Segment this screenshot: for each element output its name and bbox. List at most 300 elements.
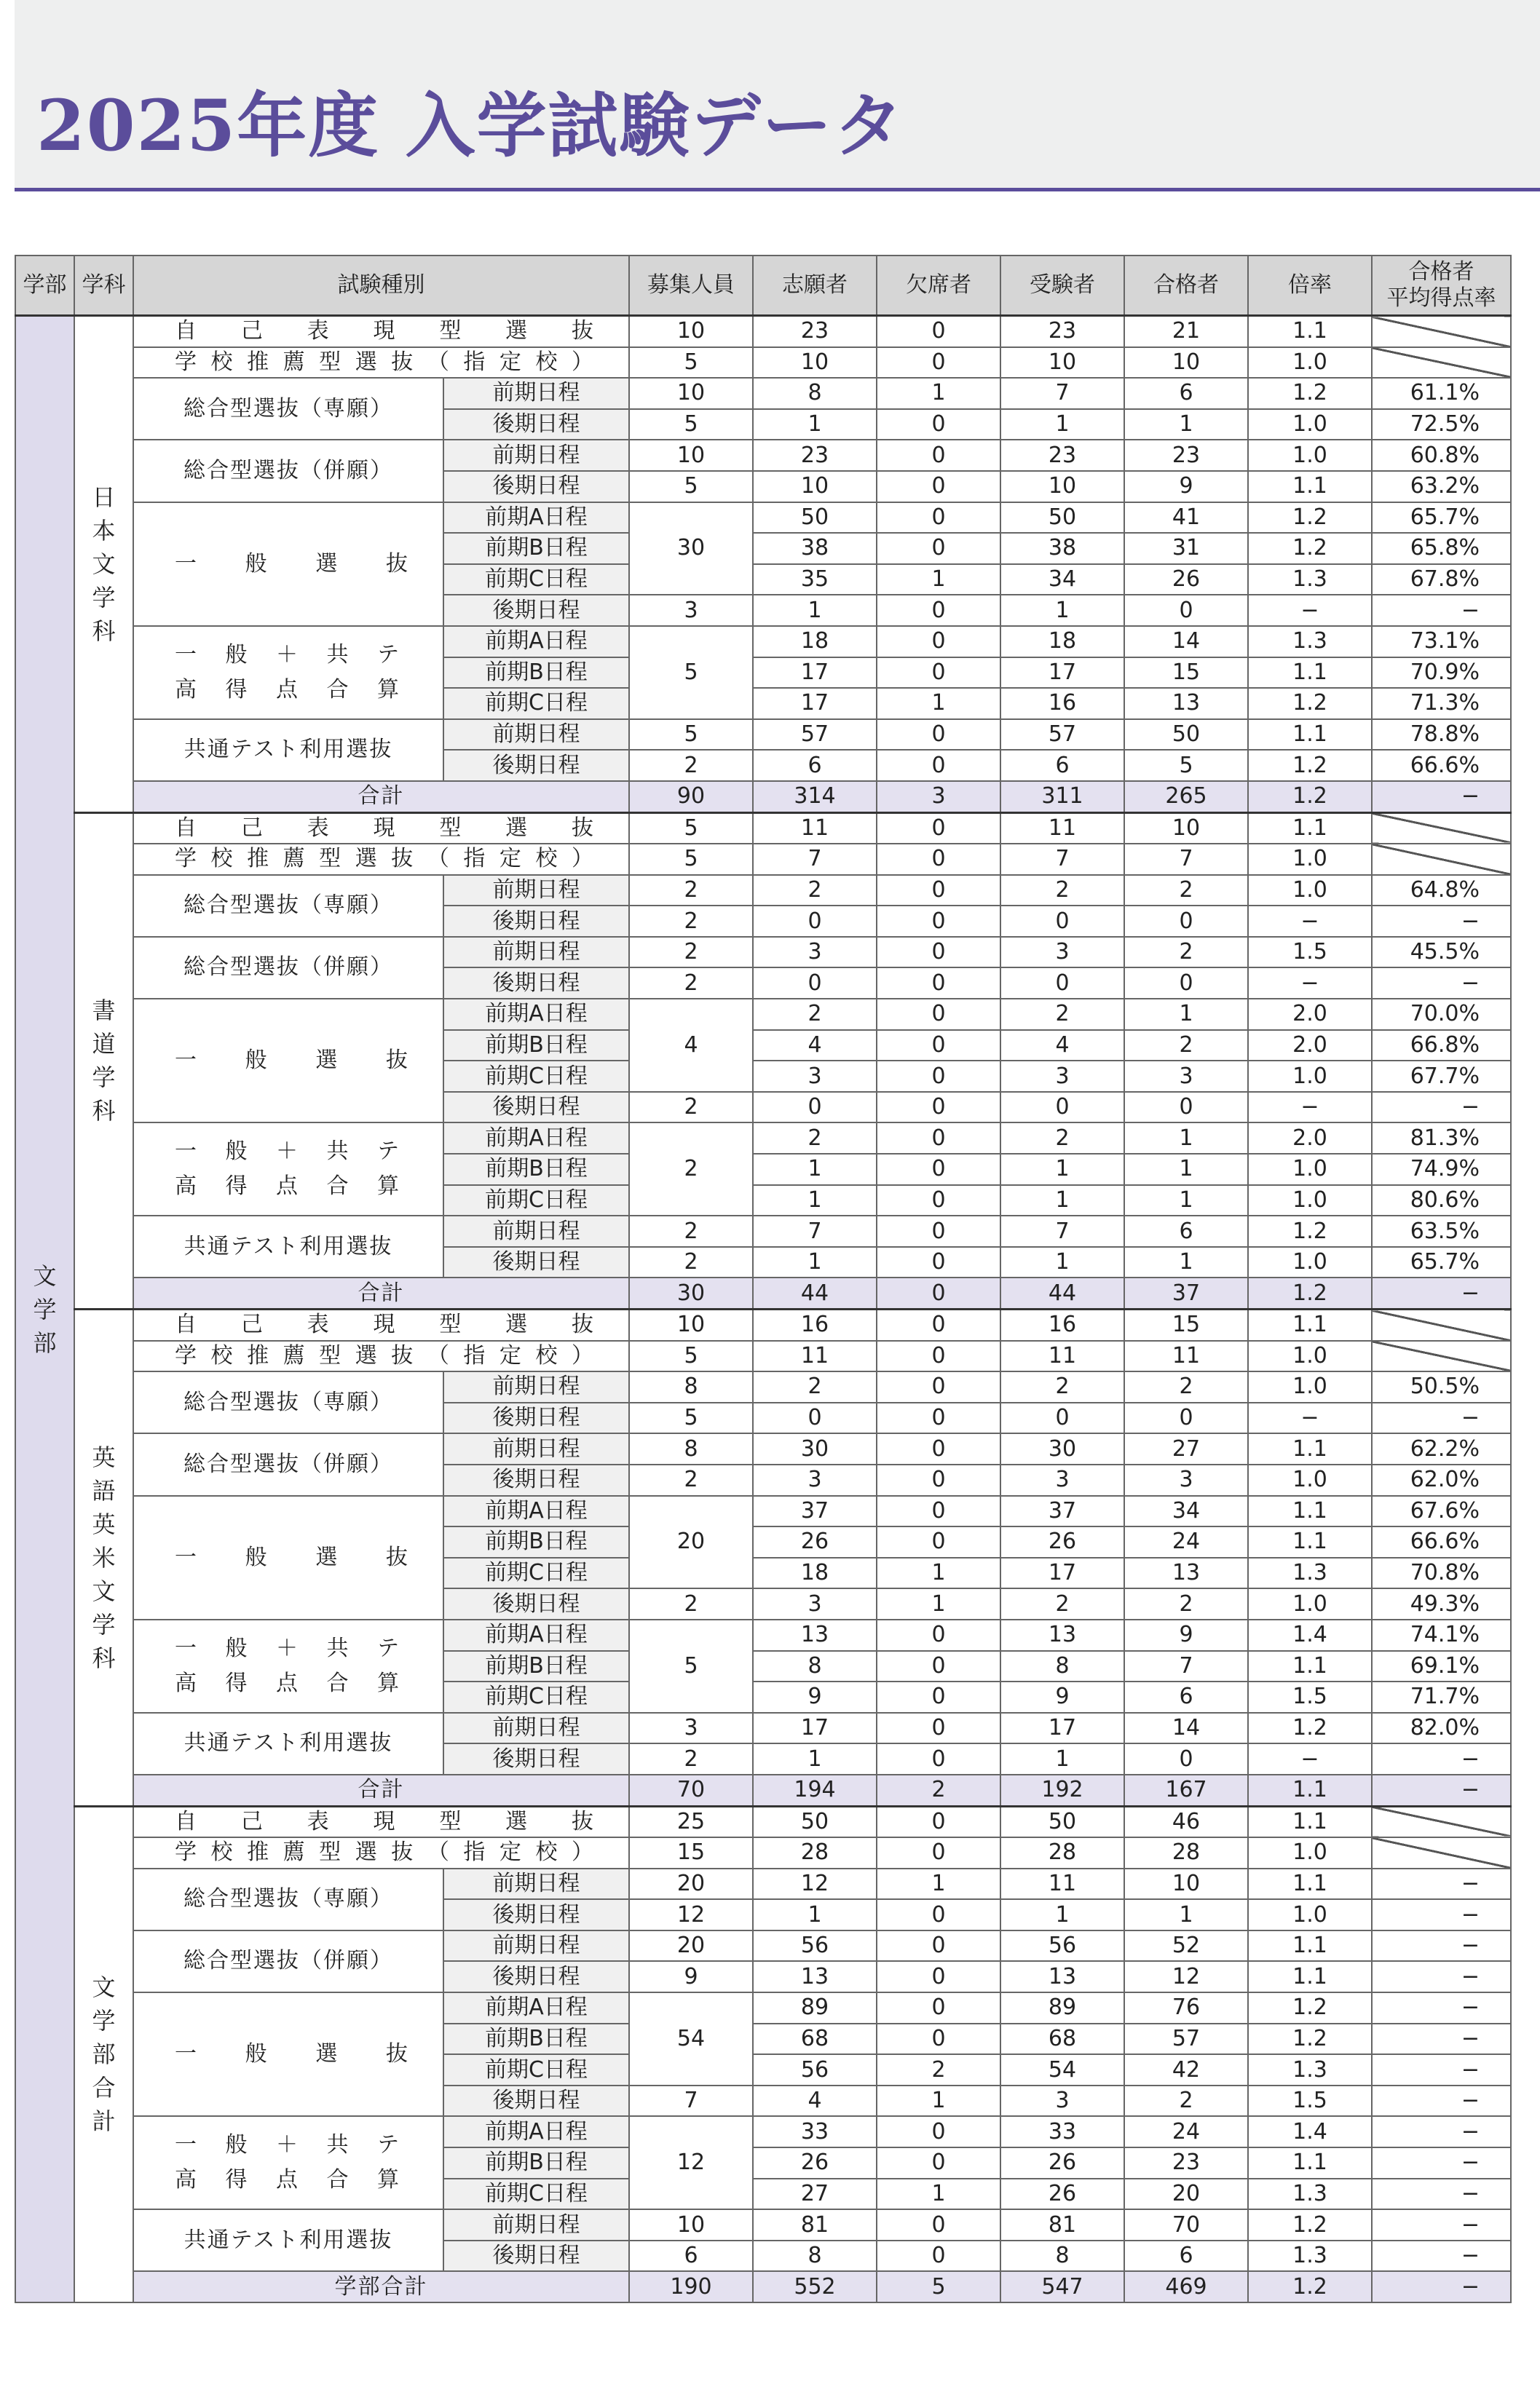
department-cell <box>74 1806 133 2302</box>
value-cell: 2 <box>629 1465 753 1496</box>
value-cell: 1 <box>1124 999 1248 1030</box>
table-row <box>15 2271 1511 2302</box>
table-row <box>15 999 1511 1030</box>
value-cell: 2 <box>1124 2086 1248 2117</box>
avg-score-cell: 78.8% <box>1372 719 1511 750</box>
value-cell: 1 <box>753 1154 877 1185</box>
capacity-cell: 20 <box>629 1496 753 1589</box>
value-cell: 56 <box>753 2054 877 2086</box>
capacity-cell: 5 <box>629 1620 753 1713</box>
value-cell: 11 <box>1124 1341 1248 1372</box>
avg-score-cell: − <box>1372 1775 1511 1806</box>
value-cell: 81 <box>753 2209 877 2241</box>
avg-score-cell: 64.8% <box>1372 875 1511 906</box>
avg-score-cell: 66.6% <box>1372 750 1511 781</box>
value-cell: 26 <box>753 1526 877 1558</box>
schedule-label: 後期日程 <box>443 595 629 626</box>
schedule-label: 前期B日程 <box>443 533 629 564</box>
header-department: 学科 <box>74 256 133 316</box>
value-cell: 1.2 <box>1248 2209 1372 2241</box>
value-cell: 0 <box>1000 1092 1124 1123</box>
value-cell: 34 <box>1000 564 1124 595</box>
value-cell: 13 <box>1000 1961 1124 1992</box>
value-cell: 13 <box>753 1620 877 1651</box>
schedule-label: 後期日程 <box>443 1247 629 1278</box>
avg-score-cell: − <box>1372 2179 1511 2210</box>
department-cell <box>74 316 133 813</box>
value-cell: 2 <box>753 1371 877 1403</box>
value-cell: 0 <box>877 967 1000 999</box>
exam-type-line: 一般＋共テ <box>175 2132 399 2158</box>
value-cell: 265 <box>1124 781 1248 812</box>
value-cell: 1.3 <box>1248 564 1372 595</box>
avg-score-cell: 62.2% <box>1372 1433 1511 1465</box>
value-cell: 0 <box>877 2024 1000 2055</box>
value-cell: 24 <box>1124 1526 1248 1558</box>
exam-type-label: 総合型選抜（併願） <box>133 440 443 502</box>
exam-type-label: 総合型選抜（併願） <box>133 937 443 999</box>
avg-score-cell: − <box>1372 1743 1511 1775</box>
value-cell: 5 <box>629 1403 753 1434</box>
exam-type-line: 高得点合算 <box>175 1173 399 1200</box>
schedule-label: 後期日程 <box>443 1403 629 1434</box>
exam-type-line: 一般＋共テ <box>175 1138 399 1165</box>
value-cell: 7 <box>1000 378 1124 409</box>
value-cell: 0 <box>877 1030 1000 1061</box>
schedule-label: 後期日程 <box>443 2241 629 2272</box>
exam-type-label: 総合型選抜（専願） <box>133 1371 443 1433</box>
value-cell: 0 <box>877 1651 1000 1682</box>
exam-type-label: 共通テスト利用選抜 <box>133 1216 443 1278</box>
value-cell: 0 <box>877 1899 1000 1930</box>
value-cell: 10 <box>629 2209 753 2241</box>
value-cell: 5 <box>629 409 753 440</box>
table-row <box>15 1713 1511 1744</box>
schedule-label: 前期C日程 <box>443 1185 629 1216</box>
value-cell: 3 <box>877 781 1000 812</box>
value-cell: 1.2 <box>1248 750 1372 781</box>
avg-score-cell: − <box>1372 1278 1511 1309</box>
value-cell: 0 <box>877 1465 1000 1496</box>
value-cell: 1.1 <box>1248 812 1372 844</box>
value-cell: 1 <box>753 1247 877 1278</box>
value-cell: 26 <box>1000 1526 1124 1558</box>
value-cell: 1.4 <box>1248 1620 1372 1651</box>
table-row <box>15 781 1511 812</box>
value-cell: 0 <box>877 1278 1000 1309</box>
value-cell: 1.2 <box>1248 1216 1372 1247</box>
value-cell: 0 <box>877 2116 1000 2147</box>
header-passers: 合格者 <box>1124 256 1248 316</box>
value-cell: 4 <box>753 1030 877 1061</box>
value-cell: 0 <box>877 1620 1000 1651</box>
value-cell: 15 <box>1124 657 1248 689</box>
schedule-label: 前期C日程 <box>443 1061 629 1092</box>
avg-score-cell: 70.0% <box>1372 999 1511 1030</box>
value-cell: 90 <box>629 781 753 812</box>
table-row <box>15 1496 1511 1527</box>
value-cell: 11 <box>753 1341 877 1372</box>
exam-type-label: 総合型選抜（専願） <box>133 378 443 440</box>
value-cell: 1.0 <box>1248 440 1372 471</box>
value-cell: 56 <box>1000 1930 1124 1962</box>
value-cell: 1 <box>753 1899 877 1930</box>
value-cell: 8 <box>629 1433 753 1465</box>
schedule-label: 前期A日程 <box>443 502 629 534</box>
total-label: 学部合計 <box>133 2271 629 2302</box>
value-cell: 44 <box>753 1278 877 1309</box>
not-applicable-cell <box>1372 1341 1511 1372</box>
value-cell: 13 <box>1000 1620 1124 1651</box>
value-cell: 33 <box>1000 2116 1124 2147</box>
value-cell: 0 <box>877 1185 1000 1216</box>
table-row <box>15 812 1511 844</box>
value-cell: 1.2 <box>1248 2024 1372 2055</box>
value-cell: 0 <box>1124 1092 1248 1123</box>
value-cell: 0 <box>877 440 1000 471</box>
value-cell: 17 <box>1000 657 1124 689</box>
schedule-label: 後期日程 <box>443 1465 629 1496</box>
value-cell: 46 <box>1124 1806 1248 1837</box>
value-cell: 0 <box>877 595 1000 626</box>
total-label: 合計 <box>133 1278 629 1309</box>
value-cell: 30 <box>1000 1433 1124 1465</box>
avg-score-cell: 74.9% <box>1372 1154 1511 1185</box>
value-cell: 1.1 <box>1248 2147 1372 2179</box>
value-cell: 0 <box>877 1743 1000 1775</box>
value-cell: 0 <box>877 1154 1000 1185</box>
value-cell: 2 <box>1124 875 1248 906</box>
value-cell: 1 <box>1124 1154 1248 1185</box>
value-cell: 5 <box>629 347 753 379</box>
value-cell: 0 <box>877 1061 1000 1092</box>
avg-score-cell: 81.3% <box>1372 1122 1511 1154</box>
exam-type-label: 学校推薦型選抜（指定校） <box>133 1837 629 1869</box>
value-cell: 2.0 <box>1248 1122 1372 1154</box>
header-ratio: 倍率 <box>1248 256 1372 316</box>
value-cell: 15 <box>629 1837 753 1869</box>
value-cell: 18 <box>753 626 877 657</box>
value-cell: 1.1 <box>1248 1526 1372 1558</box>
value-cell: 1.0 <box>1248 1899 1372 1930</box>
value-cell: 1 <box>877 1558 1000 1589</box>
department-label: 日本文学科 <box>92 483 116 645</box>
value-cell: 0 <box>877 1092 1000 1123</box>
value-cell: 1.2 <box>1248 1992 1372 2024</box>
value-cell: 1.1 <box>1248 1806 1372 1837</box>
exam-type-line: 一般＋共テ <box>175 641 399 668</box>
value-cell: 1 <box>877 1588 1000 1620</box>
value-cell: 81 <box>1000 2209 1124 2241</box>
value-cell: 1 <box>877 378 1000 409</box>
value-cell: 2.0 <box>1248 1030 1372 1061</box>
value-cell: 50 <box>1124 719 1248 750</box>
value-cell: 3 <box>629 595 753 626</box>
table-row <box>15 937 1511 968</box>
value-cell: 20 <box>629 1930 753 1962</box>
value-cell: 0 <box>877 937 1000 968</box>
value-cell: 2 <box>629 875 753 906</box>
avg-score-cell: − <box>1372 967 1511 999</box>
avg-score-cell: 67.7% <box>1372 1061 1511 1092</box>
value-cell: 10 <box>753 471 877 502</box>
value-cell: 2 <box>629 937 753 968</box>
avg-score-cell: 71.3% <box>1372 688 1511 719</box>
table-row <box>15 1620 1511 1651</box>
avg-score-cell: − <box>1372 2054 1511 2086</box>
schedule-label: 後期日程 <box>443 1588 629 1620</box>
page-title: 2025年度 入学試験データ <box>36 84 905 167</box>
value-cell: 16 <box>753 1310 877 1341</box>
faculty-label: 文学部 <box>33 1262 57 1357</box>
schedule-label: 前期C日程 <box>443 1682 629 1713</box>
value-cell: 0 <box>877 657 1000 689</box>
value-cell: 38 <box>1000 533 1124 564</box>
total-label: 合計 <box>133 1775 629 1806</box>
value-cell: 0 <box>877 1216 1000 1247</box>
avg-score-cell: − <box>1372 906 1511 937</box>
value-cell: 0 <box>877 1341 1000 1372</box>
value-cell: 1.2 <box>1248 688 1372 719</box>
value-cell: 1 <box>1000 1185 1124 1216</box>
schedule-label: 前期B日程 <box>443 1526 629 1558</box>
schedule-label: 前期日程 <box>443 937 629 968</box>
value-cell: 30 <box>629 1278 753 1309</box>
value-cell: 1 <box>1124 1185 1248 1216</box>
table-row <box>15 844 1511 875</box>
value-cell: 2 <box>1124 1371 1248 1403</box>
value-cell: 10 <box>1000 471 1124 502</box>
value-cell: 1.0 <box>1248 1588 1372 1620</box>
exam-type-label: 一般選抜 <box>133 502 443 626</box>
table-row <box>15 1278 1511 1309</box>
value-cell: 10 <box>1124 812 1248 844</box>
schedule-label: 前期A日程 <box>443 1496 629 1527</box>
avg-score-cell: 61.1% <box>1372 378 1511 409</box>
value-cell: 2 <box>1124 937 1248 968</box>
value-cell: 35 <box>753 564 877 595</box>
value-cell: 6 <box>1000 750 1124 781</box>
avg-score-cell: − <box>1372 1992 1511 2024</box>
value-cell: 9 <box>1124 1620 1248 1651</box>
value-cell: 14 <box>1124 1713 1248 1744</box>
value-cell: 469 <box>1124 2271 1248 2302</box>
value-cell: 1.1 <box>1248 1930 1372 1962</box>
exam-type-label: 総合型選抜（専願） <box>133 875 443 937</box>
schedule-label: 前期日程 <box>443 1216 629 1247</box>
value-cell: 0 <box>877 1496 1000 1527</box>
value-cell: 0 <box>877 906 1000 937</box>
value-cell: 314 <box>753 781 877 812</box>
value-cell: 2 <box>629 967 753 999</box>
avg-score-cell: 50.5% <box>1372 1371 1511 1403</box>
exam-type-line: 高得点合算 <box>175 1670 399 1696</box>
value-cell: 1.1 <box>1248 1496 1372 1527</box>
avg-score-cell: 73.1% <box>1372 626 1511 657</box>
value-cell: 11 <box>1000 812 1124 844</box>
avg-score-cell: − <box>1372 1961 1511 1992</box>
value-cell: 1.0 <box>1248 1465 1372 1496</box>
value-cell: 8 <box>753 2241 877 2272</box>
value-cell: 4 <box>1000 1030 1124 1061</box>
value-cell: 1.1 <box>1248 316 1372 347</box>
schedule-label: 後期日程 <box>443 967 629 999</box>
value-cell: 0 <box>877 347 1000 379</box>
value-cell: 0 <box>877 2241 1000 2272</box>
value-cell: 2 <box>629 1216 753 1247</box>
value-cell: 1.5 <box>1248 2086 1372 2117</box>
avg-score-cell: 60.8% <box>1372 440 1511 471</box>
value-cell: 0 <box>753 967 877 999</box>
value-cell: 1.5 <box>1248 937 1372 968</box>
value-cell: 0 <box>877 1682 1000 1713</box>
value-cell: 1 <box>753 1185 877 1216</box>
value-cell: 12 <box>629 1899 753 1930</box>
value-cell: 16 <box>1000 688 1124 719</box>
not-applicable-cell <box>1372 1837 1511 1869</box>
schedule-label: 前期C日程 <box>443 688 629 719</box>
avg-score-cell: 69.1% <box>1372 1651 1511 1682</box>
value-cell: 311 <box>1000 781 1124 812</box>
value-cell: 1.2 <box>1248 378 1372 409</box>
schedule-label: 前期B日程 <box>443 1030 629 1061</box>
value-cell: 1.1 <box>1248 1775 1372 1806</box>
department-cell <box>74 1310 133 1807</box>
value-cell: 1 <box>1124 1122 1248 1154</box>
table-row <box>15 1310 1511 1341</box>
value-cell: 1 <box>753 1743 877 1775</box>
value-cell: 26 <box>1124 564 1248 595</box>
value-cell: 7 <box>753 1216 877 1247</box>
value-cell: 1.1 <box>1248 1433 1372 1465</box>
table-row <box>15 2116 1511 2147</box>
exam-type-label: 学校推薦型選抜（指定校） <box>133 1341 629 1372</box>
table-row <box>15 1433 1511 1465</box>
header-avg-score: 合格者 平均得点率 <box>1372 256 1511 316</box>
value-cell: 7 <box>1000 844 1124 875</box>
value-cell: 0 <box>877 1806 1000 1837</box>
schedule-label: 前期A日程 <box>443 626 629 657</box>
schedule-label: 後期日程 <box>443 2086 629 2117</box>
capacity-cell: 5 <box>629 626 753 719</box>
value-cell: 0 <box>877 1403 1000 1434</box>
value-cell: 31 <box>1124 533 1248 564</box>
value-cell: 25 <box>629 1806 753 1837</box>
avg-score-cell: − <box>1372 1869 1511 1900</box>
value-cell: 2 <box>753 999 877 1030</box>
department-label: 英語英米文学科 <box>92 1443 116 1672</box>
exam-type-label <box>133 2116 443 2209</box>
exam-type-label: 共通テスト利用選抜 <box>133 719 443 781</box>
value-cell: 0 <box>1000 906 1124 937</box>
value-cell: 26 <box>1000 2179 1124 2210</box>
value-cell: 10 <box>1000 347 1124 379</box>
table-row <box>15 1122 1511 1154</box>
value-cell: 2.0 <box>1248 999 1372 1030</box>
value-cell: 20 <box>1124 2179 1248 2210</box>
department-label: 文学部合計 <box>92 1973 116 2136</box>
value-cell: 1 <box>753 595 877 626</box>
value-cell: 17 <box>753 1713 877 1744</box>
value-cell: 17 <box>753 657 877 689</box>
value-cell: 0 <box>877 1122 1000 1154</box>
schedule-label: 前期日程 <box>443 1371 629 1403</box>
avg-score-cell: − <box>1372 1899 1511 1930</box>
avg-score-cell: 71.7% <box>1372 1682 1511 1713</box>
value-cell: 1.2 <box>1248 781 1372 812</box>
value-cell: 1 <box>1124 1899 1248 1930</box>
exam-type-label: 一般選抜 <box>133 1496 443 1620</box>
value-cell: 57 <box>1124 2024 1248 2055</box>
value-cell: 1 <box>877 2086 1000 2117</box>
value-cell: 16 <box>1000 1310 1124 1341</box>
value-cell: 10 <box>629 440 753 471</box>
avg-score-cell: 63.2% <box>1372 471 1511 502</box>
avg-score-cell: 49.3% <box>1372 1588 1511 1620</box>
value-cell: 1.2 <box>1248 2271 1372 2302</box>
schedule-label: 前期日程 <box>443 719 629 750</box>
value-cell: 0 <box>753 1092 877 1123</box>
schedule-label: 前期日程 <box>443 378 629 409</box>
avg-score-cell: − <box>1372 2147 1511 2179</box>
not-applicable-cell <box>1372 316 1511 347</box>
value-cell: 1.1 <box>1248 1961 1372 1992</box>
value-cell: 6 <box>629 2241 753 2272</box>
value-cell: 10 <box>753 347 877 379</box>
value-cell: 33 <box>753 2116 877 2147</box>
value-cell: 2 <box>1124 1030 1248 1061</box>
value-cell: 6 <box>1124 1216 1248 1247</box>
value-cell: 0 <box>1000 967 1124 999</box>
value-cell: 1 <box>877 564 1000 595</box>
value-cell: 7 <box>1124 844 1248 875</box>
not-applicable-cell <box>1372 1806 1511 1837</box>
avg-score-cell: 66.6% <box>1372 1526 1511 1558</box>
header-row <box>15 256 1511 316</box>
value-cell: 3 <box>753 937 877 968</box>
value-cell: 1.3 <box>1248 1558 1372 1589</box>
avg-score-cell: − <box>1372 1403 1511 1434</box>
value-cell: 3 <box>1124 1061 1248 1092</box>
avg-score-cell: 45.5% <box>1372 937 1511 968</box>
value-cell: 17 <box>1000 1558 1124 1589</box>
avg-score-cell: 65.8% <box>1372 533 1511 564</box>
value-cell: 23 <box>753 440 877 471</box>
department-cell <box>74 812 133 1310</box>
capacity-cell: 2 <box>629 1122 753 1216</box>
exam-type-line: 高得点合算 <box>175 676 399 702</box>
value-cell: 18 <box>1000 626 1124 657</box>
avg-score-cell: − <box>1372 595 1511 626</box>
value-cell: 17 <box>753 688 877 719</box>
exam-type-label: 自己表現型選抜 <box>133 812 629 844</box>
value-cell: 26 <box>753 2147 877 2179</box>
avg-score-cell: − <box>1372 2116 1511 2147</box>
value-cell: − <box>1248 595 1372 626</box>
value-cell: 23 <box>753 316 877 347</box>
value-cell: 37 <box>1000 1496 1124 1527</box>
faculty-cell <box>15 316 74 2303</box>
value-cell: 7 <box>1124 1651 1248 1682</box>
schedule-label: 前期B日程 <box>443 1651 629 1682</box>
value-cell: 57 <box>1000 719 1124 750</box>
exam-type-label: 自己表現型選抜 <box>133 316 629 347</box>
value-cell: 1.0 <box>1248 409 1372 440</box>
value-cell: 15 <box>1124 1310 1248 1341</box>
schedule-label: 前期B日程 <box>443 2147 629 2179</box>
header-applicants: 志願者 <box>753 256 877 316</box>
value-cell: 0 <box>877 1930 1000 1962</box>
